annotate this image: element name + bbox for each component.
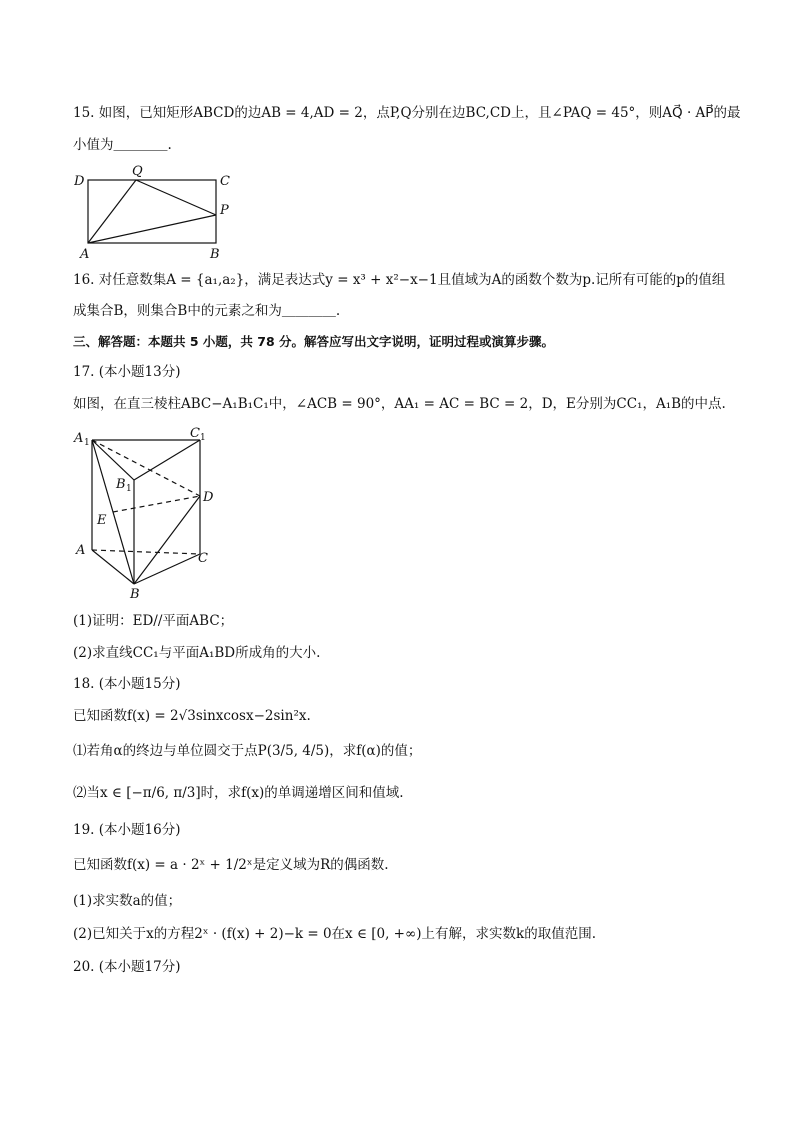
label-c: C: [198, 551, 208, 566]
segment-ap: [88, 215, 216, 243]
label-e: E: [97, 513, 107, 528]
label-q: Q: [132, 164, 143, 179]
rectangle-figure: [74, 162, 244, 262]
prism-figure: [72, 424, 222, 602]
label-b: B: [210, 247, 220, 262]
p17-q1: (1)证明：ED//平面ABC；: [73, 613, 234, 629]
p19-stem: 已知函数f(x) = a · 2ˣ + 1/2ˣ是定义域为R的偶函数.: [73, 857, 389, 873]
label-d: D: [203, 490, 214, 505]
p15-line2: 小值为＿＿＿＿.: [73, 137, 172, 153]
p16-line2: 成集合B，则集合B中的元素之和为＿＿＿＿.: [73, 303, 341, 319]
label-c1-sub: 1: [200, 433, 206, 443]
segment-a1d: [92, 440, 200, 496]
edge-ab: [92, 550, 134, 584]
p18-q1: ⑴若角α的终边与单位圆交于点P(3/5, 4/5)，求f(α)的值；: [73, 743, 422, 759]
label-c1: C: [190, 426, 200, 441]
label-a: A: [76, 543, 86, 558]
p19-q2: (2)已知关于x的方程2ˣ · (f(x) + 2)−k = 0在x ∈ [0, +∞)上有解，求实数k的取值范围.: [73, 926, 596, 942]
p19-header: 19. (本小题16分): [73, 822, 181, 838]
p19-q1: (1)求实数a的值；: [73, 893, 182, 909]
label-a1-sub: 1: [84, 438, 90, 448]
edge-ac: [92, 550, 200, 554]
label-c: C: [220, 174, 230, 189]
p20-header: 20. (本小题17分): [73, 959, 181, 975]
label-d: D: [74, 174, 85, 189]
p16-line1: 16. 对任意数集A = {a₁,a₂}，满足表达式y = x³ + x²−x−1且值域为A的函数个数为p.记所有可能的p的值组: [73, 272, 726, 288]
label-b1: B: [116, 477, 126, 492]
rect-abcd: [88, 180, 216, 243]
label-a1: A: [74, 431, 84, 446]
label-a: A: [80, 247, 90, 262]
p18-header: 18. (本小题15分): [73, 676, 181, 692]
label-b: B: [130, 587, 140, 602]
p17-stem: 如图，在直三棱柱ABC−A₁B₁C₁中，∠ACB = 90°，AA₁ = AC = BC = 2，D，E分别为CC₁，A₁B的中点.: [73, 396, 726, 412]
p15-line1: 15. 如图，已知矩形ABCD的边AB = 4,AD = 2，点P,Q分别在边BC,CD上，且∠PAQ = 45°，则AQ⃗ · AP⃗的最: [73, 105, 741, 121]
p17-q2: (2)求直线CC₁与平面A₁BD所成角的大小.: [73, 645, 321, 661]
label-b1-sub: 1: [126, 484, 132, 494]
edge-b1c1: [134, 440, 200, 480]
edge-bc: [134, 554, 200, 584]
label-p: P: [220, 203, 229, 218]
p18-q2: ⑵当x ∈ [−π/6, π/3]时，求f(x)的单调递增区间和值域.: [73, 785, 404, 801]
p17-header: 17. (本小题13分): [73, 364, 181, 380]
p18-stem: 已知函数f(x) = 2√3sinxcosx−2sin²x.: [73, 708, 311, 724]
segment-bd: [134, 496, 200, 584]
segment-ed: [113, 496, 200, 512]
section-3-heading: 三、解答题：本题共 5 小题，共 78 分。解答应写出文字说明，证明过程或演算步骤。: [73, 334, 555, 349]
segment-qp: [136, 180, 216, 215]
